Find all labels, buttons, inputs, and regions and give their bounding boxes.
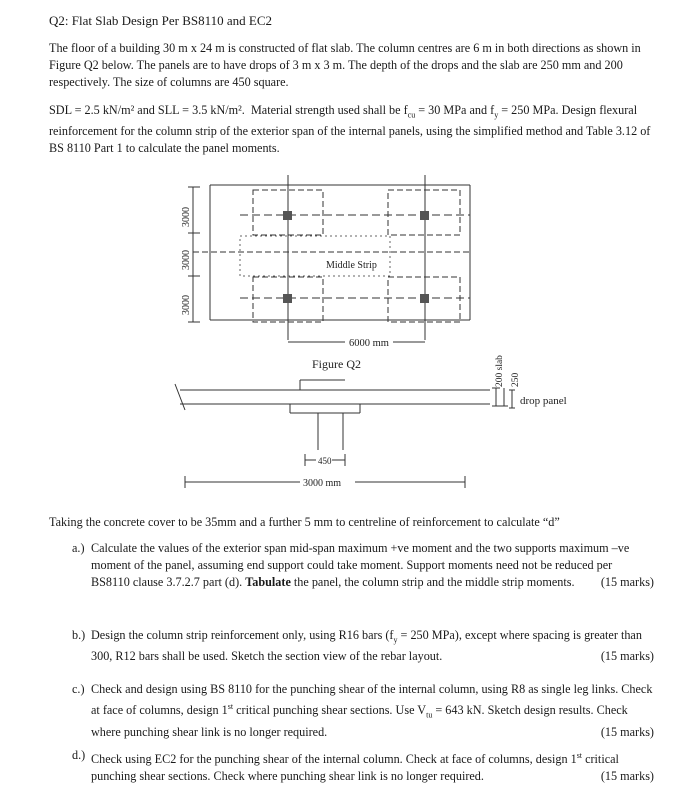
dim-200slab-label: 200 slab [495,355,505,387]
dim-3000-bot: 3000 [181,295,192,315]
question-d: d.) Check using EC2 for the punching shear of the internal column. Check at face of columns, design 1st critical punching shear sections. Check where punching shear link is no longer required. (15 marks) [72,748,654,784]
marks-b: (15 marks) [600,649,654,664]
column-marker [283,294,292,303]
dim-3000mm-label: 3000 mm [303,478,342,489]
cover-note: Taking the concrete cover to be 35mm and a further 5 mm to centreline of reinforcement to calculate “d” [49,515,560,529]
dim-3000-top: 3000 [181,207,192,227]
problem-paragraph-1: The floor of a building 30 m x 24 m is constructed of flat slab. The column centres are 6 m in both directions as shown in Figure Q2 below. The panels are to have drops of 3 m x 3 m. The depth of the drops and the slab are 250 mm and 200 respectively. The size of columns are 450 square. [49,41,641,89]
marks-d: (15 marks) [600,769,654,784]
column-marker [420,294,429,303]
marks-c: (15 marks) [600,724,654,739]
middle-strip-label: Middle Strip [326,260,377,271]
dim-6000-label: 6000 mm [349,338,389,349]
drop-panel-label: drop panel [520,395,567,407]
problem-paragraph-2: SDL = 2.5 kN/m² and SLL = 3.5 kN/m². Material strength used shall be $f_{cu} = 30$ MPa and $f_y = 250$ MPa. Design flexural reinforcement for the column strip of the exterior span of the internal panels, using the simplified method and Table 3.12 of BS 8110 Part 1 to calculate the panel moments. [49,103,651,156]
dim-250-label: 250 [511,372,521,387]
figure-caption: Figure Q2 [312,357,361,371]
question-b: b.) Design the column strip reinforcement only, using R16 bars ($f_y = 250$ MPa), except where spacing is greater than 300, R12 bars shall be used. Sketch the section view of the rebar layout. (15 marks) [72,628,654,664]
question-c: c.) Check and design using BS 8110 for the punching shear of the internal column, using R8 as single leg links. Check at face of columns, design 1st critical punching shear sections. Use $V_{tu} = 643$ kN. Sketch design results. Check where punching shear link is no longer required. (15 marks) [72,682,654,739]
column-marker [283,211,292,220]
dim-3000-mid: 3000 [181,250,192,270]
question-a: a.) Calculate the values of the exterior span mid-span maximum +ve moment and the two supports maximum –ve moment of the panel, assuming end support could take moment. Support moments need not be reduced per BS8110 clause 3.7.2.7 part (d). Tabulate the panel, the column strip and the middle strip moments. (15 marks) [72,541,654,589]
question-title: Q2: Flat Slab Design Per BS8110 and EC2 [49,13,273,28]
column-marker [420,211,429,220]
dim-450-label: 450 [318,456,332,466]
marks-a: (15 marks) [600,575,654,589]
